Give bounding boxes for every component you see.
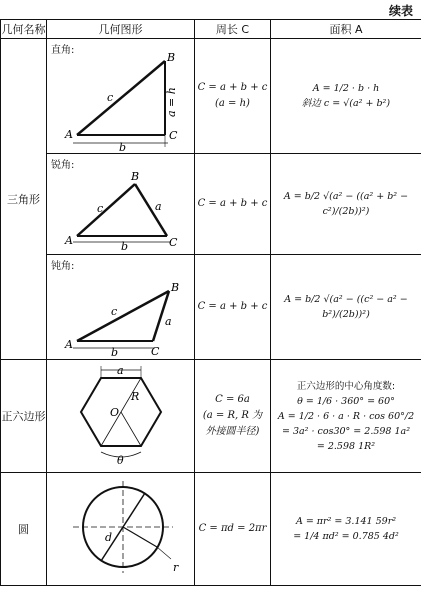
perimeter-acute: C = a + b + c bbox=[195, 154, 271, 255]
header-perimeter: 周长 C bbox=[195, 20, 271, 39]
group-name-triangle: 三角形 bbox=[1, 39, 47, 360]
perimeter-circle: C = πd = 2πr bbox=[195, 473, 271, 586]
area-line: 正六边形的中心角度数: bbox=[296, 380, 396, 392]
label-a: a bbox=[155, 200, 162, 213]
area-line: A = πr² = 3.141 59r² bbox=[295, 516, 397, 527]
label-a: a bbox=[165, 315, 172, 328]
label-c: c bbox=[97, 202, 104, 215]
continued-label: 续表 bbox=[388, 4, 413, 18]
table-row bbox=[1, 473, 421, 586]
area-line: θ = 1/6 · 360° = 60° bbox=[297, 395, 395, 407]
subtype-label: 锐角: bbox=[51, 160, 75, 171]
label-A: A bbox=[65, 128, 73, 141]
subtype-label: 直角: bbox=[51, 45, 75, 56]
header-row bbox=[1, 20, 421, 39]
perimeter-right bbox=[195, 39, 271, 154]
label-a: a bbox=[117, 364, 124, 377]
label-A: A bbox=[65, 234, 73, 247]
area-right bbox=[271, 39, 421, 154]
label-b: b bbox=[111, 346, 119, 359]
perimeter-line: C = a + b + c bbox=[197, 82, 268, 93]
area-acute: A = b/2 √(a² − ((a² + b² − c²)/(2b))²) bbox=[271, 154, 421, 255]
label-a-eq-h: a = h bbox=[165, 87, 178, 117]
area-line: = 1/4 πd² = 0.785 4d² bbox=[293, 531, 399, 542]
header-name: 几何名称 bbox=[1, 20, 47, 39]
label-theta: θ bbox=[117, 454, 124, 467]
label-B: B bbox=[131, 170, 140, 183]
figure-acute-triangle bbox=[47, 154, 195, 255]
figure-obtuse-triangle bbox=[47, 255, 195, 360]
area-obtuse: A = b/2 √(a² − ((c² − a² − b²)/(2b))²) bbox=[271, 255, 421, 360]
perimeter-hexagon bbox=[195, 360, 271, 473]
label-C: C bbox=[169, 129, 178, 142]
perimeter-line: (a = h) bbox=[215, 98, 250, 109]
group-name-hexagon: 正六边形 bbox=[1, 360, 47, 473]
perimeter-line: C = 6a bbox=[215, 394, 250, 405]
label-C: C bbox=[151, 345, 160, 358]
label-c: c bbox=[111, 305, 118, 318]
figure-right-triangle bbox=[47, 39, 195, 154]
label-r: r bbox=[173, 561, 179, 574]
table-row bbox=[1, 39, 421, 154]
header-area: 面积 A bbox=[271, 20, 421, 39]
perimeter-line: 外接圆半径) bbox=[205, 426, 260, 437]
area-circle bbox=[271, 473, 421, 586]
area-hexagon bbox=[271, 360, 421, 473]
label-c: c bbox=[107, 91, 114, 104]
perimeter-line: (a = R, R 为 bbox=[202, 410, 263, 421]
label-b: b bbox=[121, 240, 129, 253]
geometry-table bbox=[0, 19, 421, 586]
table-row bbox=[1, 255, 421, 360]
figure-hexagon bbox=[47, 360, 195, 473]
hexagon-diagram bbox=[47, 360, 195, 472]
perimeter-obtuse: C = a + b + c bbox=[195, 255, 271, 360]
label-A: A bbox=[65, 338, 73, 351]
subtype-label: 钝角: bbox=[51, 261, 75, 272]
group-name-circle: 圆 bbox=[1, 473, 47, 586]
label-b: b bbox=[119, 141, 127, 153]
table-row bbox=[1, 360, 421, 473]
header-figure: 几何图形 bbox=[47, 20, 195, 39]
label-R: R bbox=[131, 390, 140, 403]
label-d: d bbox=[105, 531, 113, 544]
label-O: O bbox=[110, 406, 120, 419]
area-line: = 3a² · cos30° = 2.598 1a² bbox=[281, 425, 411, 437]
area-line: A = 1/2 · 6 · a · R · cos 60°/2 bbox=[277, 410, 415, 422]
label-B: B bbox=[171, 281, 180, 294]
label-C: C bbox=[169, 236, 178, 249]
figure-circle bbox=[47, 473, 195, 586]
label-B: B bbox=[167, 51, 176, 64]
circle-diagram bbox=[47, 473, 195, 585]
right-triangle-diagram bbox=[47, 39, 195, 153]
area-line: 斜边 c = √(a² + b²) bbox=[301, 98, 391, 109]
table-row bbox=[1, 154, 421, 255]
area-line: A = 1/2 · b · h bbox=[312, 83, 380, 94]
area-line: = 2.598 1R² bbox=[316, 440, 376, 452]
